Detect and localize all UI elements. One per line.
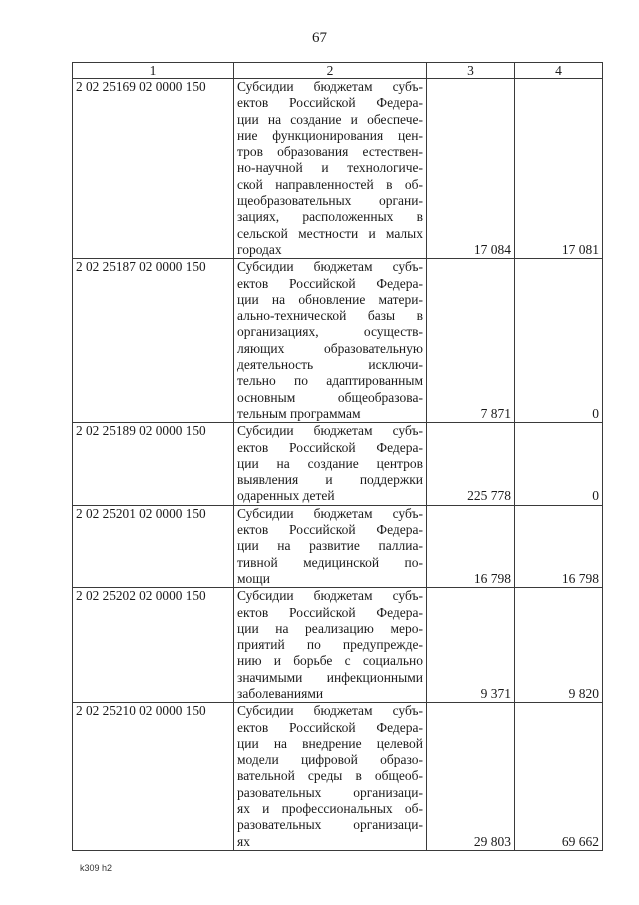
page-number: 67 <box>312 30 327 46</box>
footer-document-code: k309 h2 <box>80 863 113 873</box>
description-line: ектов Российской Федера- <box>237 95 423 111</box>
description-line: щеобразовательных органи- <box>237 193 423 209</box>
budget-code-cell: 2 02 25169 02 0000 150 <box>73 79 234 259</box>
description-line: ции на реализацию меро- <box>237 620 423 636</box>
description-line: тров образования естествен- <box>237 144 423 160</box>
amount-col4-cell: 0 <box>515 423 603 505</box>
column-header-2: 2 <box>234 63 427 79</box>
description-line: ектов Российской Федера- <box>237 522 423 538</box>
description-line: разовательных организаци- <box>237 817 423 833</box>
description-line: Субсидии бюджетам субъ- <box>237 588 423 604</box>
description-cell <box>234 423 427 505</box>
description-line: ние функционирования цен- <box>237 127 423 143</box>
description-line: зациях, расположенных в <box>237 209 423 225</box>
description-line: тельно по адаптированным <box>237 373 423 389</box>
amount-col3-cell: 17 084 <box>427 79 515 259</box>
description-line: вательной среды в общеоб- <box>237 768 423 784</box>
description-line: тивной медицинской по- <box>237 554 423 570</box>
description-line: одаренных детей <box>237 488 335 504</box>
description-line: разовательных организаци- <box>237 784 423 800</box>
amount-col3-cell: 29 803 <box>427 703 515 851</box>
table-body <box>73 63 603 851</box>
description-line: выявления и поддержки <box>237 472 423 488</box>
budget-code-cell: 2 02 25201 02 0000 150 <box>73 505 234 587</box>
description-cell <box>234 259 427 423</box>
description-line: ции на развитие паллиа- <box>237 538 423 554</box>
amount-col3-cell: 7 871 <box>427 259 515 423</box>
description-line: ектов Российской Федера- <box>237 604 423 620</box>
description-line: ции на обновление матери- <box>237 291 423 307</box>
description-line: ской направленностей в об- <box>237 176 423 192</box>
description-line: но-научной и технологиче- <box>237 160 423 176</box>
table-row <box>73 423 603 505</box>
description-line: организациях, осуществ- <box>237 324 423 340</box>
description-line: Субсидии бюджетам субъ- <box>237 79 423 94</box>
column-header-1: 1 <box>73 63 234 79</box>
description-line: нию и борьбе с социально <box>237 653 423 669</box>
description-line: сельской местности и малых <box>237 225 423 241</box>
description-line: деятельность исключи- <box>237 357 423 373</box>
budget-code-cell: 2 02 25202 02 0000 150 <box>73 588 234 703</box>
column-header-3: 3 <box>427 63 515 79</box>
description-line: ляющих образовательную <box>237 340 423 356</box>
description-cell <box>234 505 427 587</box>
amount-col3-cell: 9 371 <box>427 588 515 703</box>
description-line: Субсидии бюджетам субъ- <box>237 505 423 521</box>
description-line: ях и профессиональных об- <box>237 801 423 817</box>
description-line: ции на создание и обеспече- <box>237 111 423 127</box>
description-line: Субсидии бюджетам субъ- <box>237 423 423 439</box>
description-line: значимыми инфекционными <box>237 669 423 685</box>
amount-col3-cell: 225 778 <box>427 423 515 505</box>
amount-col4-cell: 16 798 <box>515 505 603 587</box>
description-line: приятий по предупрежде- <box>237 637 423 653</box>
budget-code-cell: 2 02 25187 02 0000 150 <box>73 259 234 423</box>
description-line: ции на создание центров <box>237 455 423 471</box>
table-row <box>73 505 603 587</box>
description-line: ектов Российской Федера- <box>237 719 423 735</box>
description-line: тельным программам <box>237 405 361 421</box>
table-row <box>73 703 603 851</box>
budget-code-cell: 2 02 25210 02 0000 150 <box>73 703 234 851</box>
amount-col4-cell: 69 662 <box>515 703 603 851</box>
amount-col3-cell: 16 798 <box>427 505 515 587</box>
description-line: ях <box>237 833 250 849</box>
budget-code-cell: 2 02 25189 02 0000 150 <box>73 423 234 505</box>
description-line: мощи <box>237 570 270 586</box>
table-row <box>73 259 603 423</box>
column-header-4: 4 <box>515 63 603 79</box>
amount-col4-cell: 9 820 <box>515 588 603 703</box>
table-row <box>73 588 603 703</box>
description-cell <box>234 588 427 703</box>
budget-table <box>72 62 603 851</box>
header-row <box>73 63 603 79</box>
table-row <box>73 79 603 259</box>
description-line: ции на внедрение целевой <box>237 735 423 751</box>
description-line: основным общеобразова- <box>237 389 423 405</box>
description-line: Субсидии бюджетам субъ- <box>237 259 423 275</box>
description-cell <box>234 79 427 259</box>
amount-col4-cell: 0 <box>515 259 603 423</box>
description-line: ектов Российской Федера- <box>237 275 423 291</box>
description-line: Субсидии бюджетам субъ- <box>237 703 423 719</box>
description-line: заболеваниями <box>237 685 324 701</box>
description-line: городах <box>237 241 282 257</box>
amount-col4-cell: 17 081 <box>515 79 603 259</box>
description-line: модели цифровой образо- <box>237 752 423 768</box>
description-cell <box>234 703 427 851</box>
description-line: ально-технической базы в <box>237 308 423 324</box>
description-line: ектов Российской Федера- <box>237 439 423 455</box>
